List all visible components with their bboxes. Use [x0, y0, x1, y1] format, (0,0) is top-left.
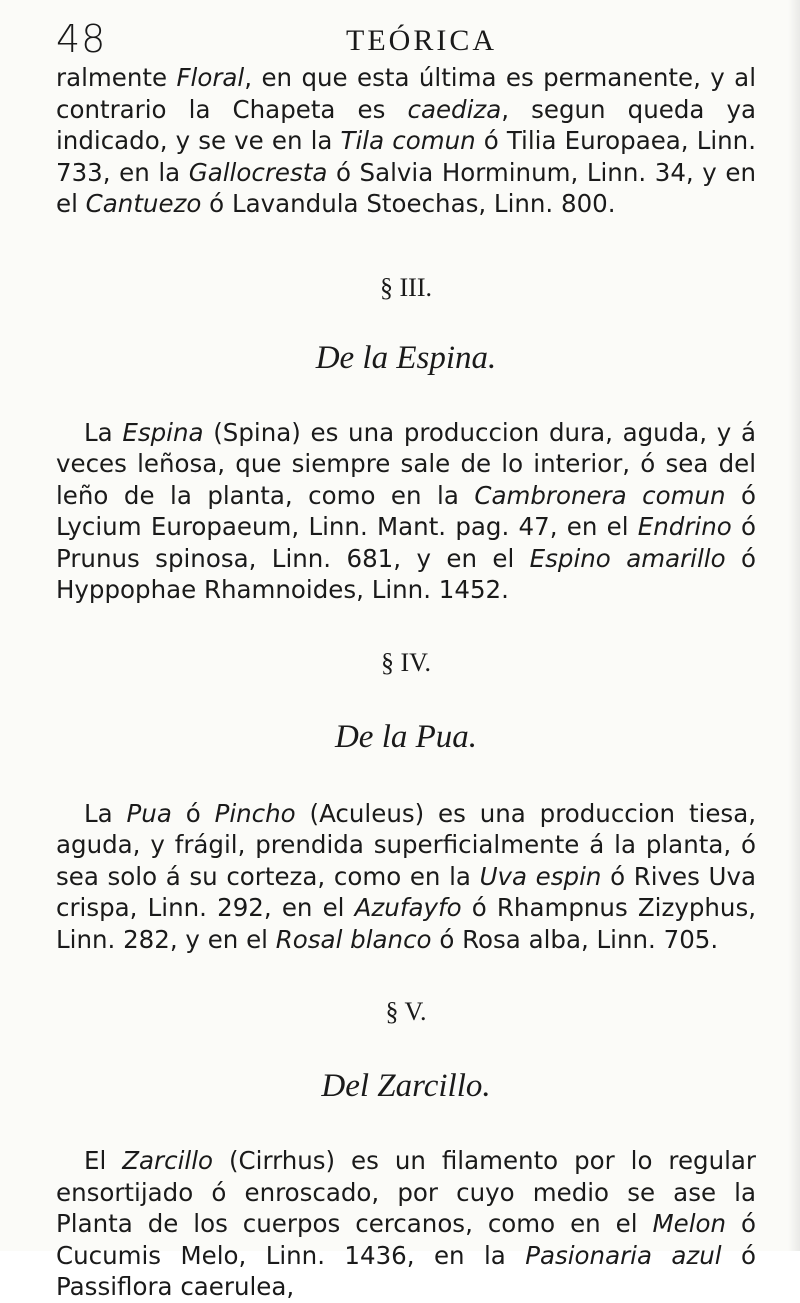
paragraph-espina	[56, 417, 756, 606]
text-run: ó Hyppophae Rhamnoides, Linn. 1452.	[56, 543, 756, 604]
term-floral: Floral	[176, 63, 245, 92]
page-header	[56, 14, 756, 64]
term-cantuezo: Cantuezo	[85, 189, 202, 218]
text-run: , segun queda ya indicado, y se ve en la	[56, 94, 756, 155]
term-pua: Pua	[126, 798, 172, 828]
text-run: ó Passiflora caerulea,	[56, 1240, 757, 1301]
page-edge-shadow	[788, 0, 800, 1251]
text-run: La	[84, 417, 123, 447]
text-run: ó Salvia Horminum, Linn. 34, y en el	[56, 157, 756, 218]
term-gallocresta: Gallocresta	[188, 157, 328, 187]
term-caediza: caediza	[407, 94, 502, 124]
term-melon: Melon	[652, 1209, 727, 1238]
text-run: ralmente	[56, 63, 177, 92]
text-run: ó Lycium Europaeum, Linn. Mant. pag. 47, en el	[56, 480, 756, 541]
continuation-paragraph	[56, 62, 756, 220]
term-espina: Espina	[122, 417, 204, 447]
paragraph-zarcillo	[56, 1145, 756, 1303]
term-uva-espin: Uva espin	[479, 861, 602, 891]
term-endrino: Endrino	[637, 512, 732, 541]
term-pasionaria-azul: Pasionaria azul	[525, 1240, 722, 1270]
text-run: (Cirrhus) es un filamento por lo regular ensortijado ó enroscado, por cuyo medio se ase la Planta de los cuerpos cercanos, como en el	[56, 1146, 756, 1238]
section-mark-5: § V.	[385, 997, 427, 1026]
term-espino-amarillo: Espino amarillo	[529, 543, 726, 573]
paragraph-pua	[56, 798, 756, 956]
term-cambronera-comun: Cambronera comun	[474, 480, 726, 510]
section-heading-espina: De la Espina.	[315, 339, 497, 376]
text-run: ó Cucumis Melo, Linn. 1436, en la	[56, 1209, 756, 1270]
term-azufayfo: Azufayfo	[354, 893, 462, 922]
text-run: El	[84, 1146, 123, 1175]
text-run: ó Lavandula Stoechas, Linn. 800.	[201, 189, 616, 218]
text-run: ó	[171, 798, 215, 828]
text-run: ó Rhampnus Zizyphus, Linn. 282, y en el	[56, 893, 756, 954]
text-run: ó Prunus spinosa, Linn. 681, y en el	[56, 512, 757, 573]
text-run: , en que esta última es permanente, y al contrario la Chapeta es	[56, 63, 756, 124]
text-run: ó Rives Uva crispa, Linn. 292, en el	[56, 861, 756, 922]
page-number: 48	[56, 17, 107, 61]
term-pincho: Pincho	[214, 798, 296, 828]
text-run: (Aculeus) es una produccion tiesa, aguda, y frágil, prendida superficialmente á la planta, ó sea solo á su corteza, como en la	[56, 798, 756, 891]
text-run: ó Rosa alba, Linn. 705.	[431, 924, 719, 954]
running-title: TEÓRICA	[346, 24, 497, 57]
section-mark-3: § III.	[380, 272, 432, 302]
term-zarcillo: Zarcillo	[122, 1146, 214, 1175]
text-run: La	[84, 798, 127, 828]
section-heading-zarcillo: Del Zarcillo.	[321, 1068, 491, 1104]
section-heading-pua: De la Pua.	[334, 718, 478, 755]
page-body	[56, 62, 756, 1303]
text-run: (Spina) es una produccion dura, aguda, y á veces leñosa, que siempre sale de lo interior, ó sea del leño de la planta, como en la	[56, 417, 756, 510]
term-tila-comun: Tila comun	[340, 126, 476, 155]
text-run: ó Tilia Europaea, Linn. 733, en la	[56, 126, 756, 187]
section-mark-4: § IV.	[380, 647, 432, 677]
term-rosal-blanco: Rosal blanco	[275, 924, 432, 954]
